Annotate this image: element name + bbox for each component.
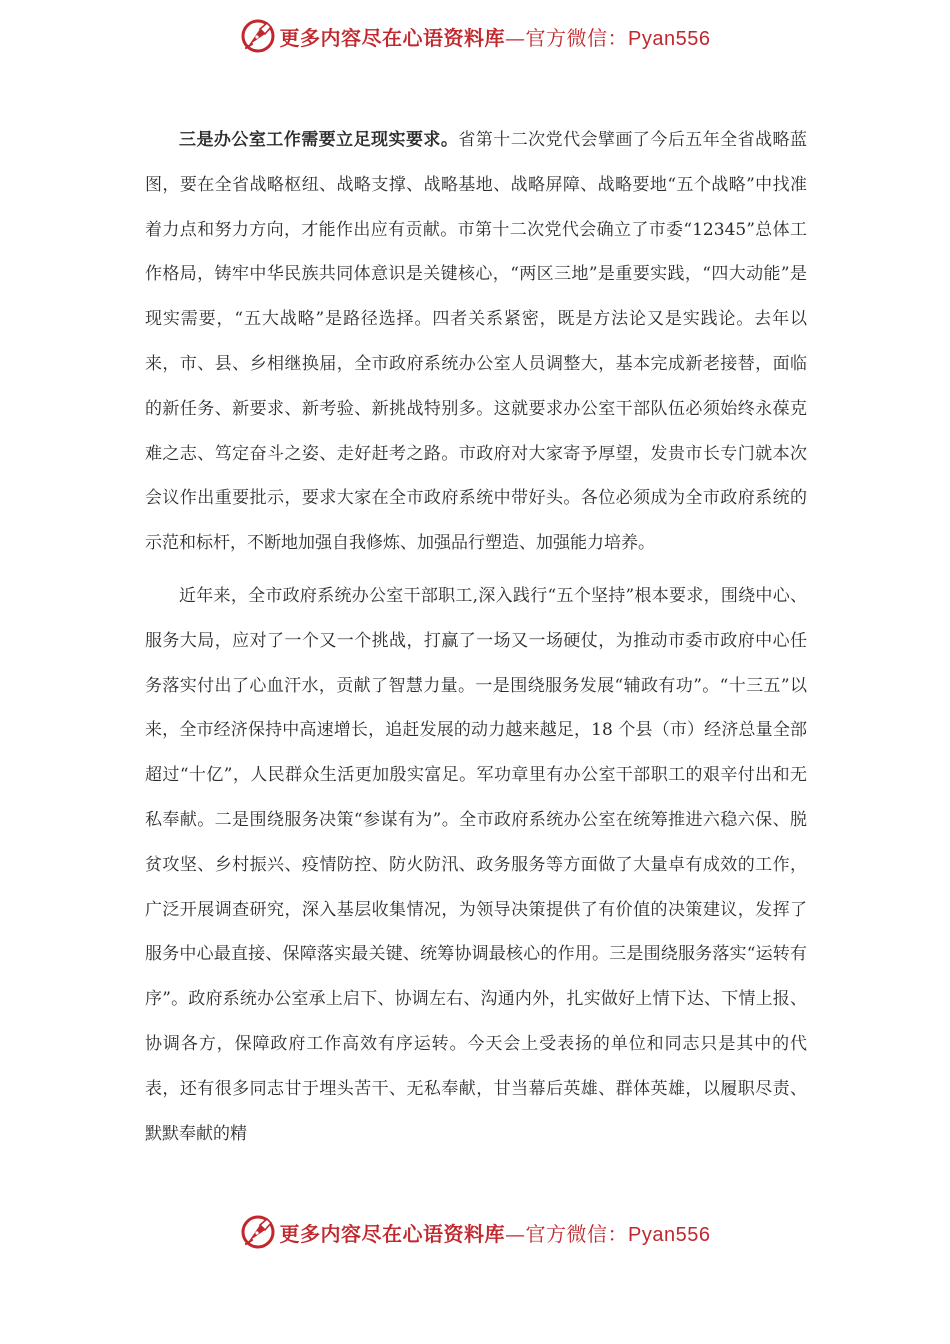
footer-text: [280, 1218, 711, 1247]
pen-nib-logo-icon: [240, 18, 276, 54]
footer-banner: [0, 1212, 950, 1252]
header-wechat-id: Pyan556: [628, 27, 711, 50]
document-body: [145, 118, 807, 1156]
paragraph-2: [145, 574, 807, 1156]
paragraph-2-text: 近年来，全市政府系统办公室干部职工,深入践行“五个坚持”根本要求，围绕中心、服务大局，应对了一个又一个挑战，打赢了一场又一场硬仗，为推动市委市政府中心任务落实付出了心血汗水，贡献了智慧力量。一是围绕服务发展“辅政有功”。“十三五”以来，全市经济保持中高速增长，追赶发展的动力越来越足，18 个县（市）经济总量全部超过“十亿”，人民群众生活更加殷实富足。军功章里有办公室干部职工的艰辛付出和无私奉献。二是围绕服务决策“参谋有为”。全市政府系统办公室在统筹推进六稳六保、脱贫攻坚、乡村振兴、疫情防控、防火防汛、政务服务等方面做了大量卓有成效的工作，广泛开展调查研究，深入基层收集情况，为领导决策提供了有价值的决策建议，发挥了服务中心最直接、保障落实最关键、统筹协调最核心的作用。三是围绕服务落实“运转有序”。政府系统办公室承上启下、协调左右、沟通内外，扎实做好上情下达、下情上报、协调各方，保障政府工作高效有序运转。今天会上受表扬的单位和同志只是其中的代表，还有很多同志甘于埋头苦干、无私奉献，甘当幕后英雄、群体英雄，以履职尽责、默默奉献的精: [145, 585, 807, 1144]
header-banner: [0, 16, 950, 56]
header-text: [280, 22, 711, 51]
paragraph-1-lead: 三是办公室工作需要立足现实要求。: [179, 130, 459, 150]
footer-brand: 更多内容尽在心语资料库: [279, 1221, 506, 1246]
footer-wechat-id: Pyan556: [628, 1223, 711, 1246]
footer-dash: —: [505, 1221, 526, 1246]
paragraph-1-text: 省第十二次党代会擘画了今后五年全省战略蓝图，要在全省战略枢纽、战略支撑、战略基地、战略屏障、战略要地“五个战略”中找准着力点和努力方向，才能作出应有贡献。市第十二次党代会确立了市委“12345”总体工作格局，铸牢中华民族共同体意识是关键核心，“两区三地”是重要实践，“四大动能”是现实需要，“五大战略”是路径选择。四者关系紧密，既是方法论又是实践论。去年以来，市、县、乡相继换届，全市政府系统办公室人员调整大，基本完成新老接替，面临的新任务、新要求、新考验、新挑战特别多。这就要求办公室干部队伍必须始终永葆克难之志、笃定奋斗之姿、走好赶考之路。市政府对大家寄予厚望，发贵市长专门就本次会议作出重要批示，要求大家在全市政府系统中带好头。各位必须成为全市政府系统的示范和标杆，不断地加强自我修炼、加强品行塑造、加强能力培养。: [145, 130, 808, 554]
paragraph-1: [145, 118, 807, 566]
header-brand: 更多内容尽在心语资料库: [279, 25, 506, 50]
header-wechat-label: 官方微信：: [525, 25, 629, 50]
footer-wechat-label: 官方微信：: [525, 1221, 629, 1246]
pen-nib-logo-icon: [240, 1214, 276, 1250]
header-dash: —: [505, 25, 526, 50]
